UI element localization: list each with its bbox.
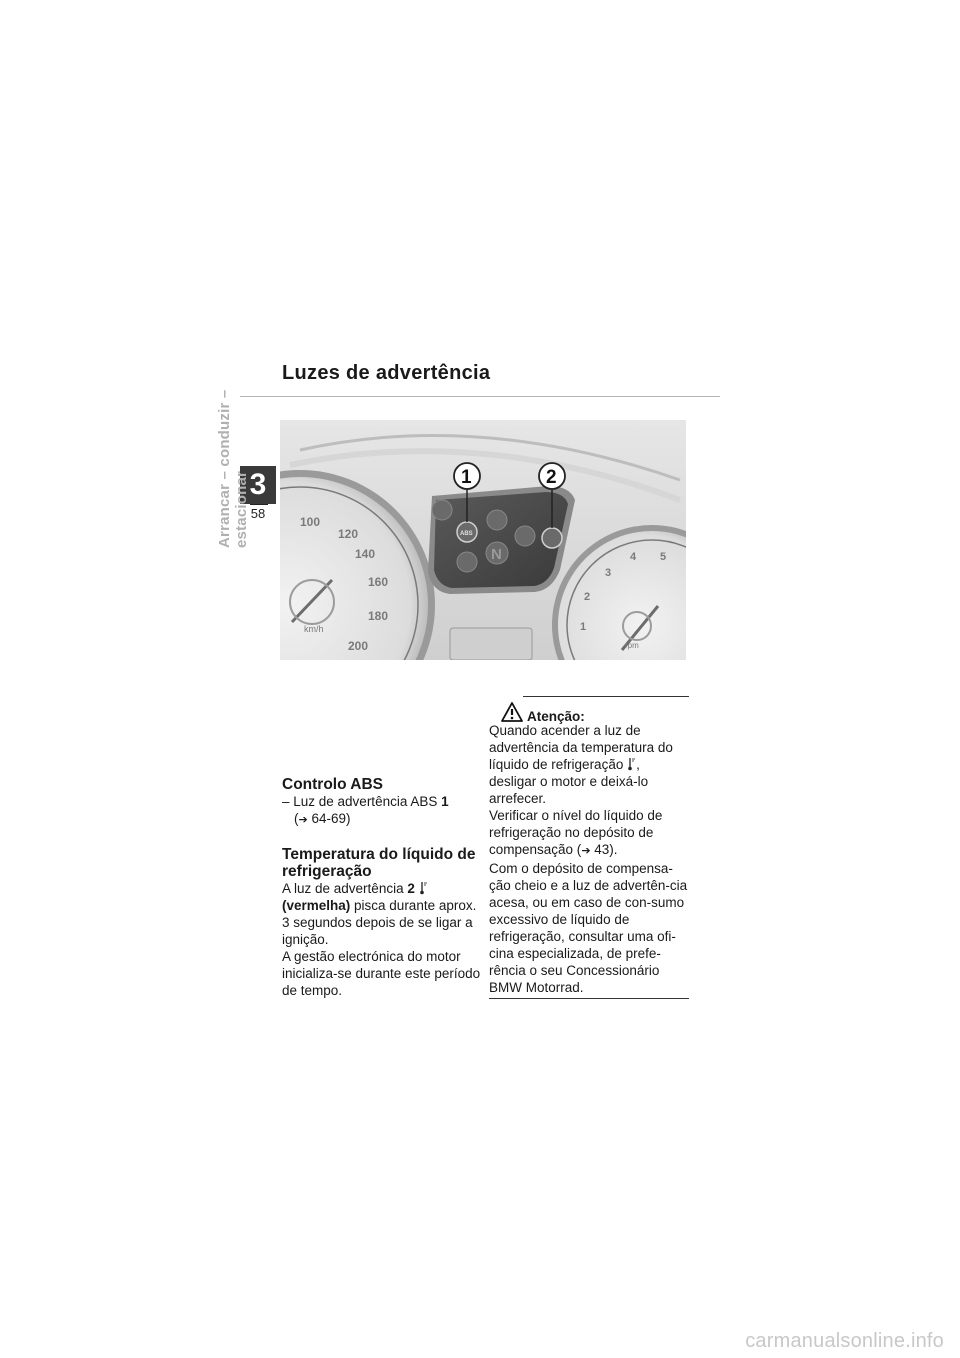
title-rule [240, 396, 720, 397]
speedo-tick: 200 [348, 639, 369, 653]
speedo-tick: 160 [368, 575, 389, 589]
tacho-tick: 2 [584, 591, 591, 603]
abs-heading: Controlo ABS [282, 776, 384, 793]
coolant-color-word: (vermelha) [282, 898, 351, 913]
abs-item-ref: 1 [441, 794, 449, 809]
tacho-unit: rpm [625, 641, 639, 650]
tacho-tick: 1 [580, 621, 587, 633]
tacho-tick: 3 [605, 567, 612, 579]
abs-item-text: – Luz de advertência ABS [282, 794, 442, 809]
instrument-cluster-figure [280, 420, 686, 660]
chapter-tab: 3 [240, 466, 276, 504]
warning-p1b: , desligar o motor e deixá-lo arrefecer. [489, 757, 649, 806]
speedo-tick: 140 [355, 547, 376, 561]
tacho-tick: 5 [660, 551, 667, 563]
warning-title: Atenção: [527, 709, 585, 724]
abs-lamp-label: ABS [460, 531, 473, 537]
speedo-unit: km/h [304, 624, 324, 634]
page-title: Luzes de advertência [282, 362, 491, 384]
abs-paren-open: ( [294, 811, 299, 826]
thermometer-icon [419, 881, 428, 895]
warning-box [489, 696, 689, 999]
warning-paragraph-3: Com o depósito de compensa-ção cheio e a luz de advertên-cia acesa, ou em caso de con-sumo excessivo de líquido de refrigeração, consultar uma ofi-cina especializada, de prefe-rência o seu Concessionário BMW Motorrad. [489, 861, 688, 995]
left-column [282, 776, 482, 999]
callout-1-number: 1 [461, 467, 472, 488]
watermark: carmanualsonline.info [745, 1330, 944, 1352]
coolant-paragraph-1 [282, 880, 482, 948]
warning-p2a: Verificar o nível do líquido de refrigeração no depósito de compensação ( [489, 808, 663, 857]
arrow-icon: ➔ [298, 814, 308, 826]
thermometer-icon [627, 757, 636, 771]
warning-p1a: Quando acender a luz de advertência da temperatura do líquido de refrigeração [489, 723, 673, 772]
coolant-text-b: pisca durante aprox. 3 segundos depois de se ligar a ignição. [282, 898, 477, 947]
abs-list-item [282, 793, 482, 810]
abs-page-ref [282, 810, 482, 829]
speedo-tick: 120 [338, 527, 359, 541]
warning-paragraph-1 [489, 722, 689, 807]
warning-triangle-icon [501, 702, 523, 722]
side-label: Arrancar – conduzir – estacionar [216, 389, 250, 548]
coolant-text-a: A luz de advertência [282, 881, 408, 896]
arrow-icon: ➔ [581, 845, 591, 857]
warning-light-panel [428, 486, 575, 594]
warning-paragraph-2 [489, 807, 689, 860]
speedo-tick: 100 [300, 515, 321, 529]
coolant-paragraph-2: A gestão electrónica do motor inicializa-se durante este período de tempo. [282, 949, 481, 998]
instrument-cluster-illustration [280, 420, 686, 660]
coolant-lamp [542, 528, 562, 548]
page-number: 58 [250, 506, 266, 521]
warning-rule-bottom [489, 998, 689, 999]
coolant-ref: 2 [407, 881, 415, 896]
coolant-heading: Temperatura do líquido de refrigeração [282, 846, 476, 880]
abs-item-pages: 64-69) [311, 811, 351, 826]
speedo-tick: 180 [368, 609, 389, 623]
warning-p2b: 43). [590, 842, 618, 857]
tacho-tick: 4 [630, 551, 637, 563]
neutral-lamp-label: N [491, 546, 502, 563]
warning-header [489, 696, 689, 722]
callout-2-number: 2 [546, 467, 557, 488]
chapter-page-rule [250, 504, 268, 505]
